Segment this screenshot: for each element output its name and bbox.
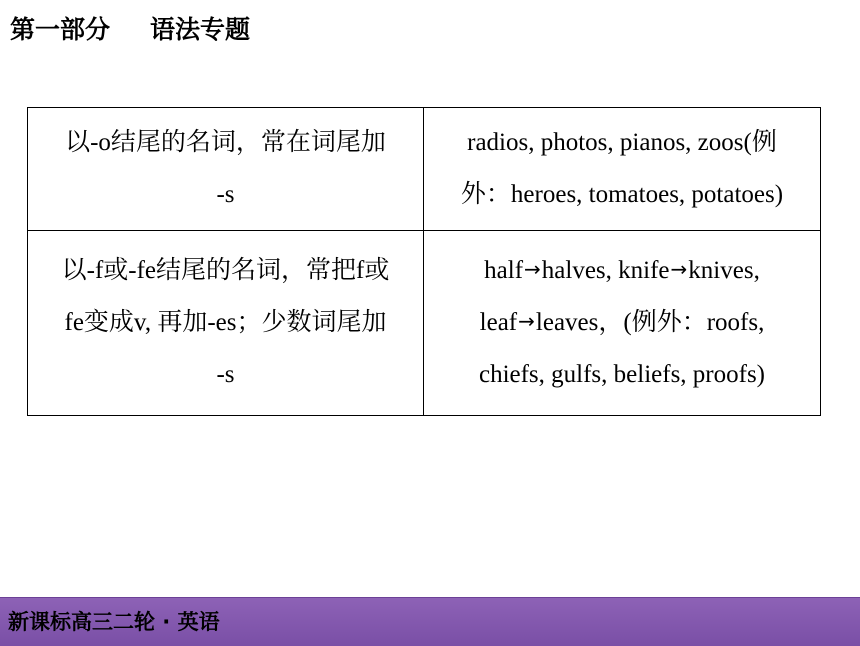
right-arrow-icon: → (518, 309, 535, 333)
table-row (28, 108, 821, 231)
example-word: leaves，(例外：roofs, (535, 309, 765, 336)
right-arrow-icon: → (670, 257, 688, 281)
right-arrow-icon: → (524, 257, 541, 281)
table-row (28, 231, 821, 416)
example-word: halves, knife (541, 257, 670, 284)
rule-line: -s (216, 181, 235, 208)
example-word: knives, (688, 257, 760, 284)
example-cell (424, 108, 821, 231)
slide-header (10, 8, 250, 48)
footer-text: 新课标高三二轮 · 英语 (8, 610, 220, 634)
example-line: radios, photos, pianos, zoos(例 (467, 129, 777, 156)
grammar-rules-table (27, 107, 821, 416)
example-line (430, 245, 814, 297)
topic-label: 语法专题 (150, 15, 251, 44)
rule-cell (28, 108, 424, 231)
example-line: 外：heroes, tomatoes, potatoes) (460, 181, 784, 208)
part-label: 第一部分 (10, 15, 111, 44)
example-line (430, 297, 814, 349)
rule-line: -s (216, 361, 235, 388)
example-line: chiefs, gulfs, beliefs, proofs) (478, 361, 766, 388)
rule-cell (28, 231, 424, 416)
footer-bar (0, 597, 860, 646)
example-word: half (484, 257, 524, 284)
rule-line: 以-o结尾的名词，常在词尾加 (65, 129, 386, 156)
rule-line: 以-f或-fe结尾的名词，常把f或 (61, 257, 390, 284)
rule-line: fe变成v, 再加-es；少数词尾加 (64, 309, 387, 336)
example-cell (424, 231, 821, 416)
example-word: leaf (479, 309, 518, 336)
